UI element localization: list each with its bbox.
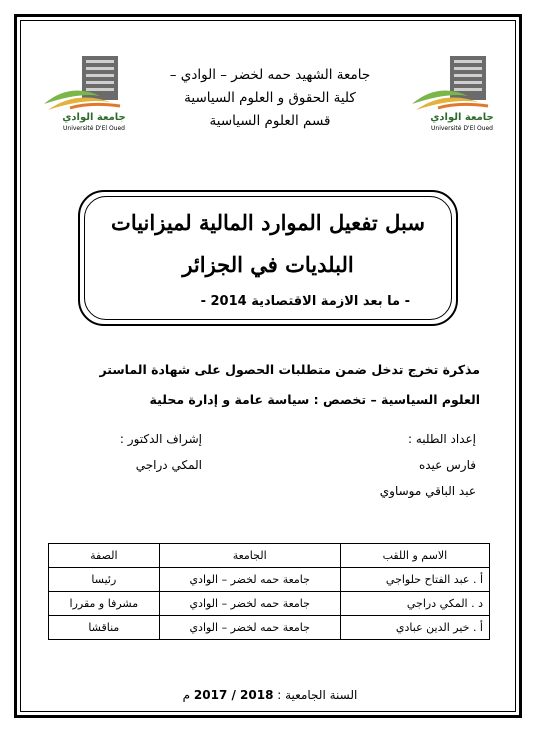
thesis-title-line2: البلديات في الجزائر [182, 252, 354, 277]
thesis-subtitle: - ما بعد الازمة الاقتصادية 2014 - [200, 294, 410, 309]
university-name: جامعة الشهيد حمه لخضر – الوادي – [169, 67, 371, 83]
logo-latin-text: Université D'El Oued [431, 125, 493, 132]
logo-arabic-text: جامعة الوادي [430, 112, 494, 123]
table-header-row [49, 544, 490, 568]
jury-member-university: جامعة حمه لخضر – الوادي [159, 616, 340, 640]
table-row [49, 568, 490, 592]
academic-year [140, 688, 400, 702]
faculty-name: كلية الحقوق و العلوم السياسية [184, 90, 356, 106]
jury-member-university: جامعة حمه لخضر – الوادي [159, 568, 340, 592]
department-name: قسم العلوم السياسية [209, 113, 331, 129]
university-logo-right [408, 52, 500, 132]
supervisor-label: إشراف الدكتور : [119, 432, 202, 446]
jury-member-name: د . المكي دراجي [340, 592, 489, 616]
thesis-title-line1: سبل تفعيل الموارد المالية لميزانيات [111, 210, 425, 235]
specialization-line: العلوم السياسية – تخصص : سياسة عامة و إدارة محلية [149, 392, 480, 407]
table-row [49, 592, 490, 616]
jury-member-role: مشرفا و مقررا [49, 592, 160, 616]
academic-year-value: 2017 / 2018 [193, 688, 274, 702]
jury-member-name: أ . خير الدين عبادي [340, 616, 489, 640]
jury-member-name: أ . عبد الفتاح حلواجي [340, 568, 489, 592]
academic-year-label: السنة الجامعية : [277, 688, 358, 702]
column-header-name: الاسم و اللقب [340, 544, 489, 568]
institution-header [150, 64, 390, 133]
logo-arabic-text: جامعة الوادي [62, 112, 126, 123]
academic-year-suffix: م [182, 688, 191, 702]
jury-member-role: مناقشا [49, 616, 160, 640]
jury-member-role: رئيسا [49, 568, 160, 592]
university-logo-left [40, 52, 132, 132]
column-header-role: الصفة [49, 544, 160, 568]
jury-member-university: جامعة حمه لخضر – الوادي [159, 592, 340, 616]
column-header-university: الجامعة [159, 544, 340, 568]
jury-table [48, 543, 490, 640]
prepared-by-label: إعداد الطلبه : [407, 432, 476, 446]
logo-latin-text: Université D'El Oued [63, 125, 125, 132]
student-name: عبد الباقي موساوي [379, 484, 476, 498]
memo-description: مذكرة تخرج تدخل ضمن متطلبات الحصول على شهادة الماستر [99, 362, 480, 377]
table-row [49, 616, 490, 640]
supervisor-name: المكي دراجي [135, 458, 202, 472]
student-name: فارس عيده [418, 458, 476, 472]
